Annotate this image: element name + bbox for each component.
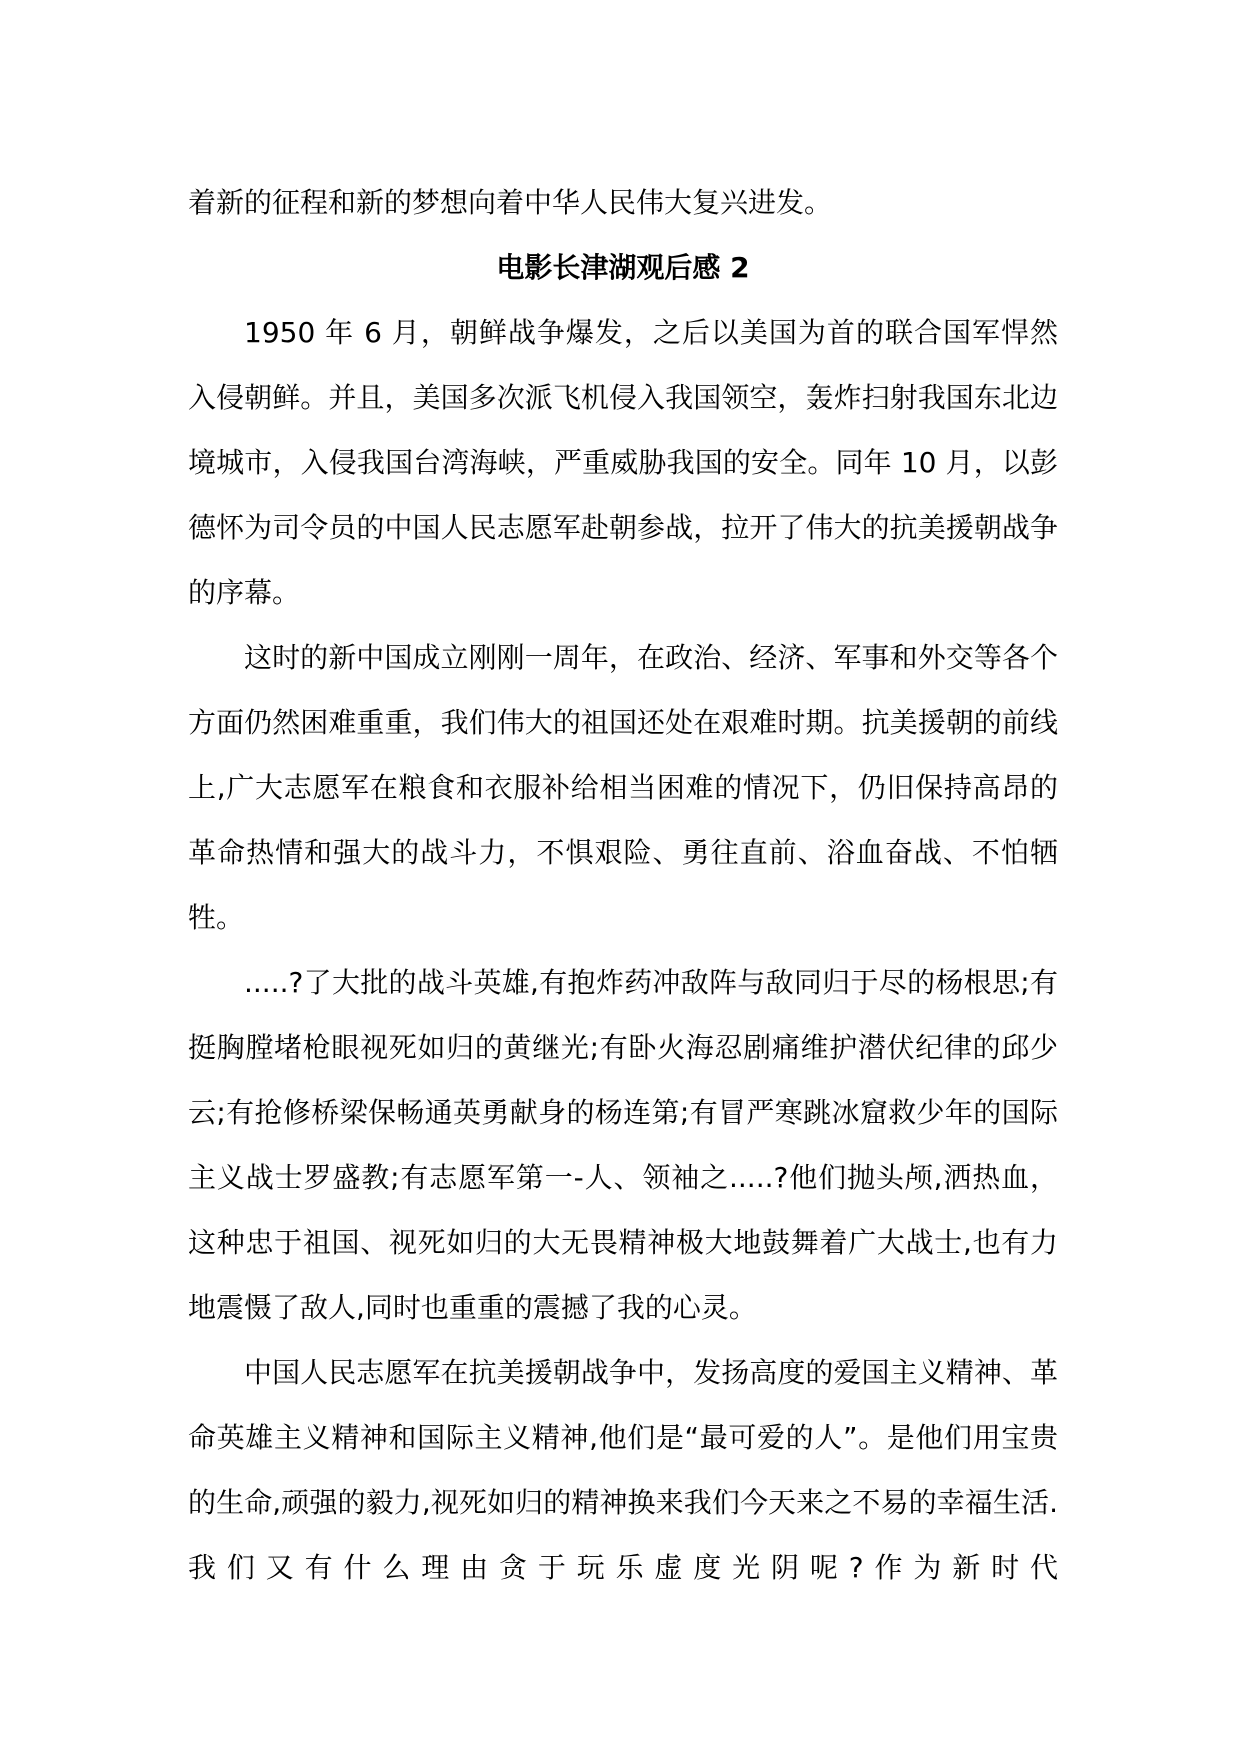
paragraph-4: 中国人民志愿军在抗美援朝战争中，发扬高度的爱国主义精神、革命英雄主义精神和国际主义精神,他们是“最可爱的人”。是他们用宝贵的生命,顽强的毅力,视死如归的精神换来我们今天来之不易的幸福生活.我们又有什么理由贪于玩乐虚度光阴呢?作为新时代 [188, 1356, 1058, 1584]
section-title: 电影长津湖观后感 2 [496, 251, 750, 284]
paragraph-1: 1950 年 6 月，朝鲜战争爆发，之后以美国为首的联合国军悍然入侵朝鲜。并且，美国多次派飞机侵入我国领空，轰炸扫射我国东北边境城市，入侵我国台湾海峡，严重威胁我国的安全。同年 10 月，以彭德怀为司令员的中国人民志愿军赴朝参战，拉开了伟大的抗美援朝战争的序幕。 [188, 316, 1058, 609]
document-page [188, 170, 1058, 1600]
lead-fragment: 着新的征程和新的梦想向着中华人民伟大复兴进发。 [188, 186, 833, 219]
paragraph-3: .....?了大批的战斗英雄,有抱炸药冲敌阵与敌同归于尽的杨根思;有挺胸膛堵枪眼视死如归的黄继光;有卧火海忍剧痛维护潜伏纪律的邱少云;有抢修桥梁保畅通英勇献身的杨连第;有冒严寒跳冰窟救少年的国际主义战士罗盛教;有志愿军第一-人、领袖之.....?他们抛头颅,洒热血，这种忠于祖国、视死如归的大无畏精神极大地鼓舞着广大战士,也有力地震慑了敌人,同时也重重的震撼了我的心灵。 [188, 966, 1058, 1324]
paragraph-2: 这时的新中国成立刚刚一周年，在政治、经济、军事和外交等各个方面仍然困难重重，我们伟大的祖国还处在艰难时期。抗美援朝的前线上,广大志愿军在粮食和衣服补给相当困难的情况下，仍旧保持高昂的革命热情和强大的战斗力，不惧艰险、勇往直前、浴血奋战、不怕牺牲。 [188, 641, 1058, 934]
